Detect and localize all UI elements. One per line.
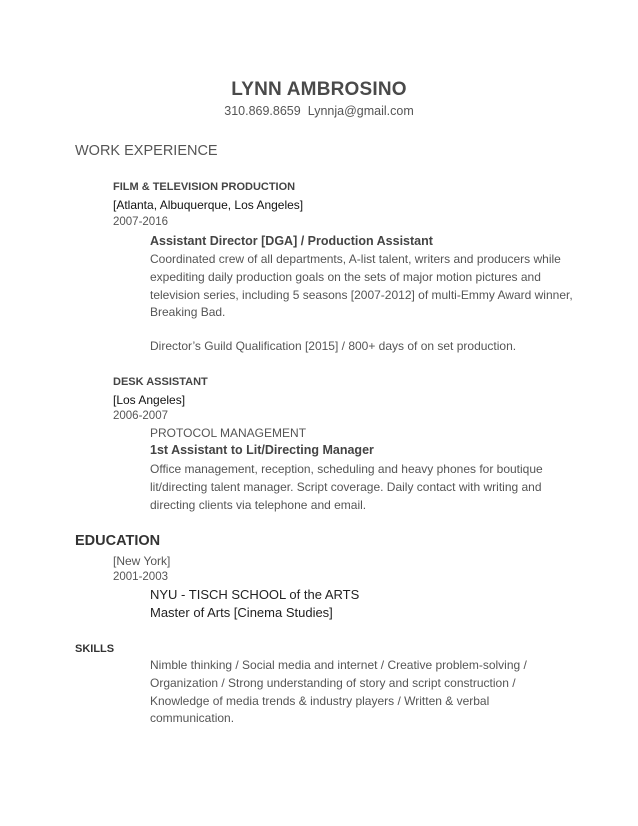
entry-location: [Los Angeles] bbox=[113, 393, 186, 407]
entry-description bbox=[150, 251, 573, 322]
skills-list bbox=[150, 657, 570, 728]
skills-line: Nimble thinking / Social media and internet / Creative problem-solving / bbox=[150, 658, 527, 672]
email-address: Lynnja@gmail.com bbox=[307, 104, 414, 118]
entry-role: Assistant Director [DGA] / Production Assistant bbox=[150, 234, 433, 248]
description-line: Office management, reception, scheduling and heavy phones for boutique bbox=[150, 462, 543, 476]
work-experience-heading: WORK EXPERIENCE bbox=[75, 143, 218, 159]
skills-line: Knowledge of media trends & industry players / Written & verbal bbox=[150, 693, 490, 708]
description-line: directing clients via telephone and email. bbox=[150, 497, 367, 512]
phone-number: 310.869.8659 bbox=[224, 104, 301, 118]
entry-role: 1st Assistant to Lit/Directing Manager bbox=[150, 443, 374, 457]
education-location: [New York] bbox=[113, 554, 171, 568]
skills-line: communication. bbox=[150, 711, 235, 726]
entry-dates: 2007-2016 bbox=[113, 216, 168, 228]
entry-location: [Atlanta, Albuquerque, Los Angeles] bbox=[113, 198, 304, 212]
description-line: expediting daily production goals on the sets of major motion pictures and bbox=[150, 269, 541, 284]
description-line: Coordinated crew of all departments, A-list talent, writers and producers while bbox=[150, 252, 561, 266]
contact-line bbox=[0, 104, 638, 118]
entry-note: Director’s Guild Qualification [2015] / 800+ days of on set production. bbox=[150, 339, 517, 353]
candidate-name: LYNN AMBROSINO bbox=[231, 79, 407, 100]
skills-line: Organization / Strong understanding of story and script construction / bbox=[150, 675, 516, 690]
description-line: television series, including 5 seasons [2007-2012] of multi-Emmy Award winner, bbox=[150, 287, 573, 302]
entry-dates: 2006-2007 bbox=[113, 410, 168, 422]
skills-heading: SKILLS bbox=[75, 643, 115, 655]
description-line: lit/directing talent manager. Script coverage. Daily contact with writing and bbox=[150, 479, 542, 494]
description-line: Breaking Bad. bbox=[150, 305, 226, 320]
education-dates: 2001-2003 bbox=[113, 571, 168, 583]
entry-org: DESK ASSISTANT bbox=[113, 376, 208, 388]
entry-org: FILM & TELEVISION PRODUCTION bbox=[113, 181, 296, 193]
entry-subtitle: PROTOCOL MANAGEMENT bbox=[150, 426, 307, 440]
education-school: NYU - TISCH SCHOOL of the ARTS bbox=[150, 587, 360, 602]
education-degree: Master of Arts [Cinema Studies] bbox=[150, 605, 333, 620]
entry-description bbox=[150, 461, 570, 514]
education-heading: EDUCATION bbox=[75, 533, 161, 549]
